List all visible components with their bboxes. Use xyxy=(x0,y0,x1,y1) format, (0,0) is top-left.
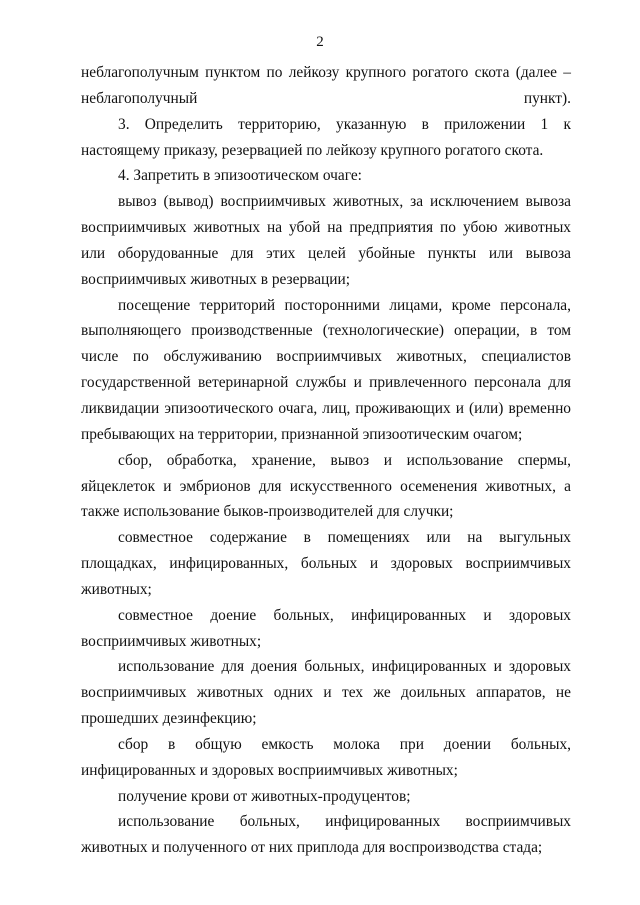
paragraph-continuation: неблагополучным пунктом по лейкозу крупного рогатого скота (далее – неблагополучный пункт). xyxy=(81,64,571,107)
paragraph-ban-milk-container: сбор в общую емкость молока при доении больных, инфицированных и здоровых восприимчивых животных; xyxy=(81,735,571,779)
paragraph-ban-joint-milking: совместное доение больных, инфицированных и здоровых восприимчивых животных; xyxy=(81,606,571,650)
paragraph-ban-visits: посещение территорий посторонними лицами, кроме персонала, выполняющего производственные (технологические) операции, в том числе по обслуживанию восприимчивых животных, специалистов государственной ветеринарной службы и привлеченного персонала для ликвидации эпизоотического очага, лиц, проживающих и (или) временно пребывающих на территории, признанной эпизоотическим очагом; xyxy=(81,296,571,443)
document-body xyxy=(81,60,571,861)
paragraph-ban-sperm: сбор, обработка, хранение, вывоз и использование спермы, яйцеклеток и эмбрионов для искусственного осеменения животных, а также использование быков-производителей для случки; xyxy=(81,451,571,521)
paragraph-ban-joint-keeping: совместное содержание в помещениях или на выгульных площадках, инфицированных, больных и здоровых восприимчивых животных; xyxy=(81,529,571,598)
paragraph-ban-blood: получение крови от животных-продуцентов; xyxy=(118,787,411,805)
paragraph-item-3: 3. Определить территорию, указанную в приложении 1 к настоящему приказу, резервацией по лейкозу крупного рогатого скота. xyxy=(81,115,571,159)
paragraph-ban-removal: вывоз (вывод) восприимчивых животных, за исключением вывоза восприимчивых животных на убой на предприятия по убою животных или оборудованные для этих целей убойные пункты или вывоза восприимчивых животных в резервации; xyxy=(81,193,571,288)
paragraph-ban-shared-apparatus: использование для доения больных, инфицированных и здоровых восприимчивых животных одних и тех же доильных аппаратов, не прошедших дезинфекцию; xyxy=(81,658,571,728)
page-number: 2 xyxy=(316,34,324,50)
paragraph-item-4: 4. Запретить в эпизоотическом очаге: xyxy=(118,167,362,185)
paragraph-ban-reproduction: использование больных, инфицированных восприимчивых животных и полученного от них приплода для воспроизводства стада; xyxy=(81,813,571,857)
